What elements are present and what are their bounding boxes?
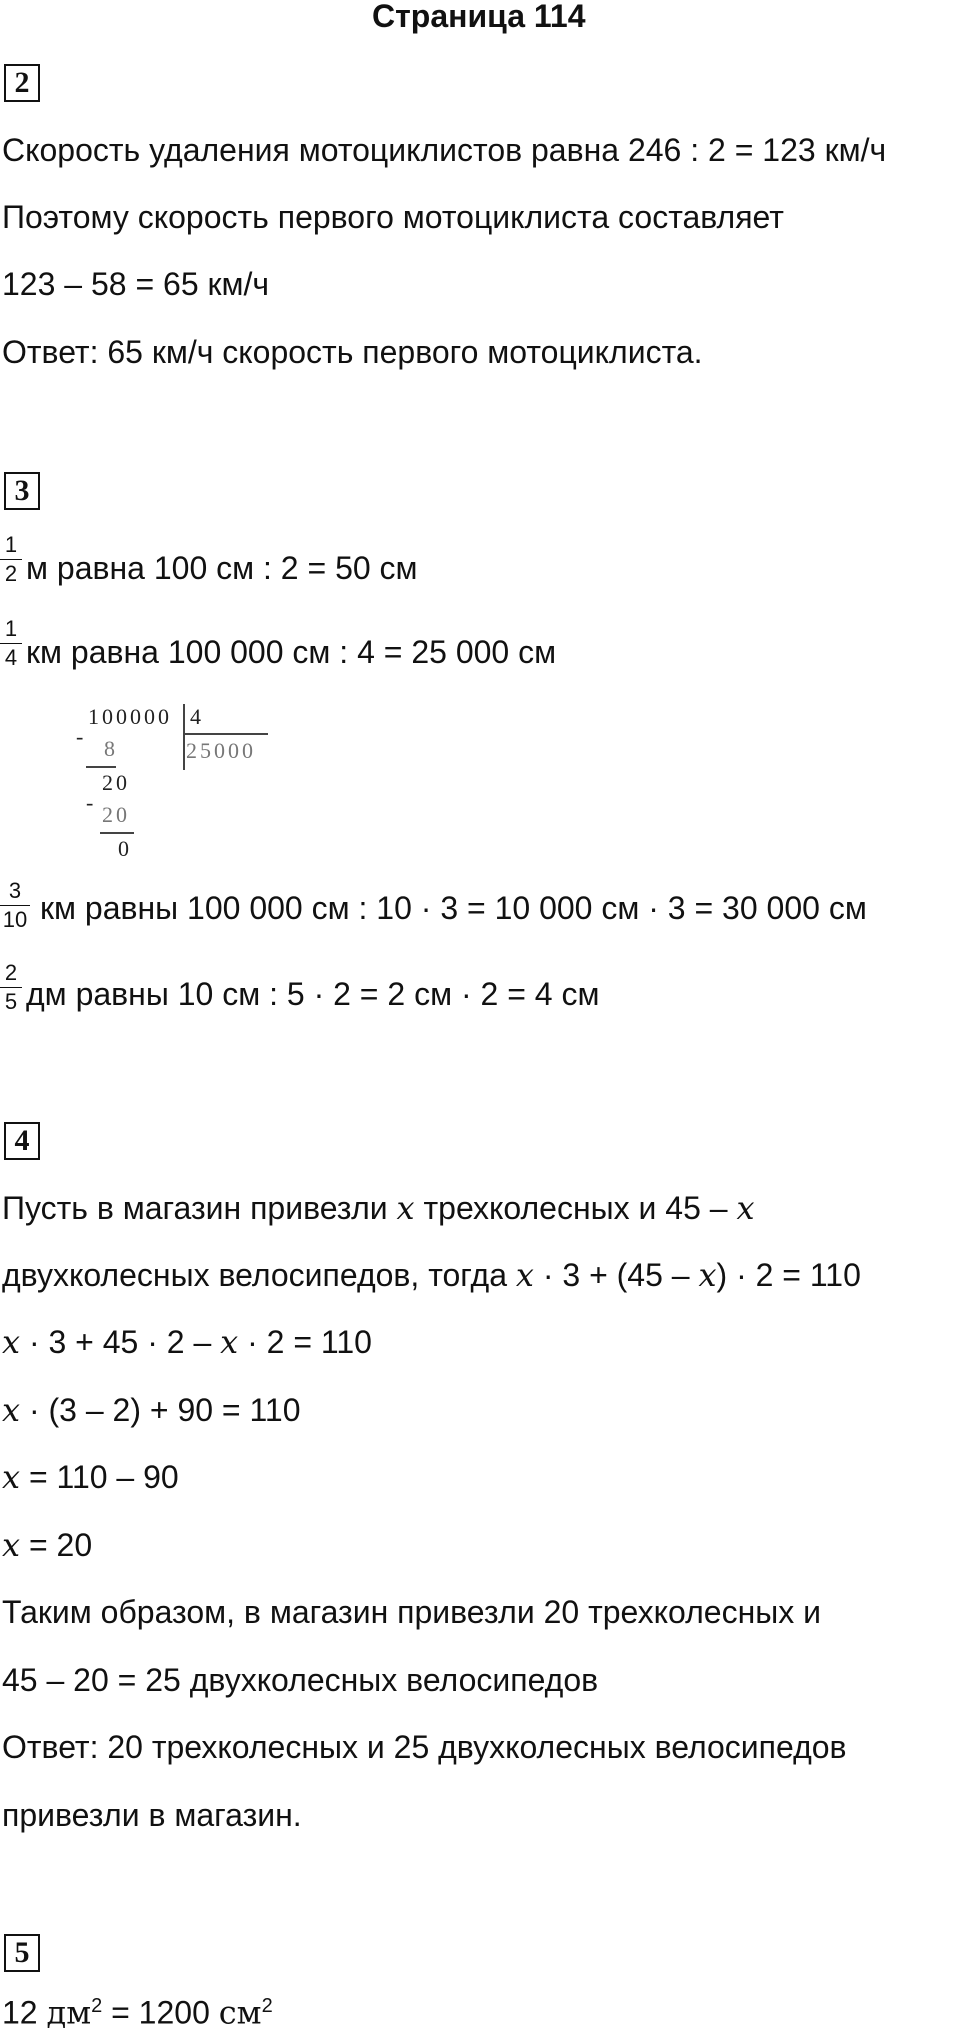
variable-x: x	[515, 1256, 534, 1294]
task2-line-3: 123 – 58 = 65 км/ч	[2, 266, 270, 302]
fraction-denominator: 4	[4, 645, 18, 670]
ld-remainder: 0	[118, 836, 132, 861]
unit-cm: см	[218, 1993, 262, 2032]
task4-answer-2: привезли в магазин.	[2, 1797, 302, 1833]
exponent: 2	[91, 1995, 103, 2017]
fraction-denominator: 5	[4, 989, 18, 1014]
ld-step2-line	[100, 832, 134, 834]
text: = 110 – 90	[20, 1459, 179, 1495]
task5-line-1	[2, 1993, 273, 2032]
task4-answer-1: Ответ: 20 трехколесных и 25 двухколесных велосипедов	[2, 1729, 847, 1765]
text: · (3 – 2) + 90 = 110	[20, 1392, 301, 1428]
ld-vertical-line	[183, 704, 185, 770]
fraction-numerator: 1	[4, 532, 18, 557]
task4-line-5	[2, 1458, 179, 1496]
variable-x: x	[2, 1391, 21, 1429]
text: Пусть в магазин привезли	[2, 1190, 397, 1226]
ld-step1-sub: 8	[104, 736, 118, 761]
task-number-4: 4	[4, 1122, 40, 1160]
fraction-numerator: 2	[4, 960, 18, 985]
variable-x: x	[698, 1256, 717, 1294]
fraction-1-2	[0, 534, 22, 585]
variable-x: x	[396, 1189, 415, 1227]
ld-minus-2: -	[86, 790, 97, 815]
text: ) · 2 = 110	[716, 1257, 861, 1293]
task4-line-8: 45 – 20 = 25 двухколесных велосипедов	[2, 1662, 599, 1698]
fraction-1-4	[0, 618, 22, 669]
ld-divisor: 4	[190, 704, 204, 729]
task2-answer: Ответ: 65 км/ч скорость первого мотоциклиста.	[2, 334, 703, 370]
variable-x: x	[2, 1458, 21, 1496]
task-number-2: 2	[4, 64, 40, 102]
variable-x: x	[736, 1189, 755, 1227]
task3-row-2: км равна 100 000 см : 4 = 25 000 см	[26, 634, 557, 670]
task4-line-3	[2, 1323, 372, 1361]
text: · 2 = 110	[238, 1324, 372, 1360]
fraction-2-5	[0, 962, 22, 1013]
ld-divisor-line	[184, 733, 268, 735]
task4-line-7: Таким образом, в магазин привезли 20 трехколесных и	[2, 1594, 821, 1630]
text: = 1200	[102, 1994, 219, 2031]
fraction-numerator: 1	[4, 616, 18, 641]
task-number-3: 3	[4, 472, 40, 510]
ld-step2: 20	[102, 770, 130, 795]
fraction-denominator: 2	[4, 561, 18, 586]
ld-minus-1: -	[76, 724, 87, 749]
task4-line-6	[2, 1526, 93, 1564]
task2-line-1: Скорость удаления мотоциклистов равна 246 : 2 = 123 км/ч	[2, 132, 887, 168]
task3-row-1: м равна 100 см : 2 = 50 см	[26, 550, 418, 586]
variable-x: x	[2, 1323, 21, 1361]
unit-dm: дм	[46, 1993, 92, 2032]
text: двухколесных велосипедов, тогда	[2, 1257, 516, 1293]
text: · 3 + 45 · 2 –	[20, 1324, 221, 1360]
fraction-numerator: 3	[8, 878, 22, 903]
fraction-3-10	[0, 880, 30, 931]
variable-x: x	[2, 1526, 21, 1564]
task4-line-2	[2, 1256, 861, 1294]
variable-x: x	[220, 1323, 239, 1361]
ld-step1-line	[86, 766, 116, 768]
task3-row-4: дм равны 10 см : 5 · 2 = 2 см · 2 = 4 см	[26, 976, 600, 1012]
text: = 20	[20, 1527, 93, 1563]
fraction-denominator: 10	[2, 907, 28, 932]
task3-row-3: км равны 100 000 см : 10 · 3 = 10 000 см · 3 = 30 000 см	[40, 890, 867, 926]
text: · 3 + (45 –	[533, 1257, 699, 1293]
task2-line-2: Поэтому скорость первого мотоциклиста составляет	[2, 199, 784, 235]
text: трехколесных и 45 –	[414, 1190, 737, 1226]
exponent: 2	[261, 1995, 273, 2017]
task-number-5: 5	[4, 1934, 40, 1972]
ld-dividend: 100000	[88, 704, 172, 729]
text: 12	[2, 1994, 47, 2031]
page-title: Страница 114	[372, 0, 586, 34]
task4-line-4	[2, 1391, 301, 1429]
ld-quotient: 25000	[186, 738, 256, 763]
ld-step2-sub: 20	[102, 802, 130, 827]
task4-line-1	[2, 1189, 755, 1227]
